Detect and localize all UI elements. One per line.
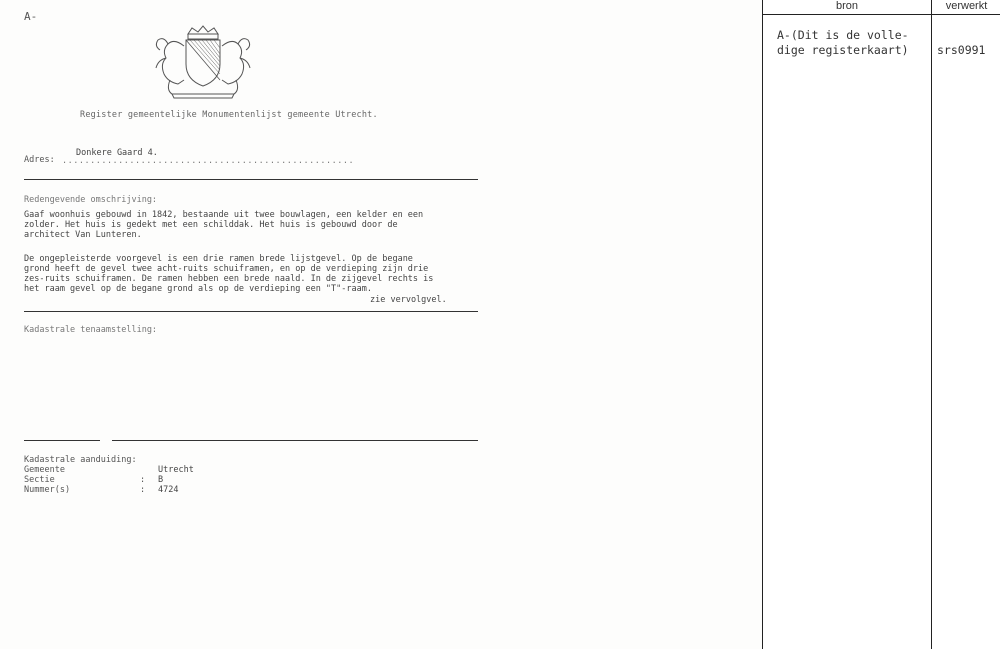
description-paragraph: De ongepleisterde voorgevel is een drie ramen brede lijstgevel. Op de begane grond heeft de gevel twee acht-ruits schuiframen, en op de verdieping zijn drie zes-ruits schuiframen. De ramen hebben een brede naald. In de zijgevel rechts is het raam gevel op de begane grond als op de verdieping een "T"-raam. [24,254,434,294]
kadastrale-value: 4724 [158,485,179,495]
source-table [762,0,1000,649]
register-title: Register gemeentelijke Monumentenlijst gemeente Utrecht. [80,110,378,120]
description-paragraph: Gaaf woonhuis gebouwd in 1842, bestaande uit twee bouwlagen, een kelder en een zolder. Het huis is gedekt met een schilddak. Het huis is gebouwd door de architect Van Lunteren. [24,210,424,240]
adres-value: Donkere Gaard 4. [76,148,158,158]
divider-line [24,311,478,312]
divider-line [112,440,478,441]
kadastrale-key: Gemeente [24,465,65,475]
redengevende-label: Redengevende omschrijving: [24,195,158,205]
kadastrale-key: Nummer(s) [24,485,71,495]
table-header [763,0,1000,15]
kadastrale-colon: : [140,475,146,485]
utrecht-coat-of-arms-icon [148,24,258,100]
verwerkt-cell: srs0991 [937,43,986,57]
kadastrale-row [24,475,194,485]
column-header-verwerkt: verwerkt [945,0,988,12]
divider-line [24,179,478,180]
adres-label: Adres: [24,155,55,165]
corner-mark: A- [24,10,38,23]
kadastrale-aanduiding [24,455,194,495]
zie-vervolgvel: zie vervolgvel. [370,295,447,305]
kadastrale-aanduiding-label: Kadastrale aanduiding: [24,455,137,465]
divider-line [24,440,100,441]
kadastrale-value: Utrecht [158,465,194,475]
kadastrale-key: Sectie [24,475,55,485]
column-header-bron: bron [835,0,859,12]
kadastrale-aanduiding-label-row [24,455,194,465]
kadastrale-row [24,465,194,475]
kadastrale-colon [140,465,158,475]
bron-cell: A-(Dit is de volle- dige registerkaart) [777,28,909,57]
column-divider [931,0,932,649]
kadastrale-tenaamstelling-label: Kadastrale tenaamstelling: [24,325,158,335]
kadastrale-row [24,485,194,495]
adres-dotted-line: .................................................... [62,156,355,166]
kadastrale-colon: : [140,485,146,495]
kadastrale-value: B [158,475,164,485]
